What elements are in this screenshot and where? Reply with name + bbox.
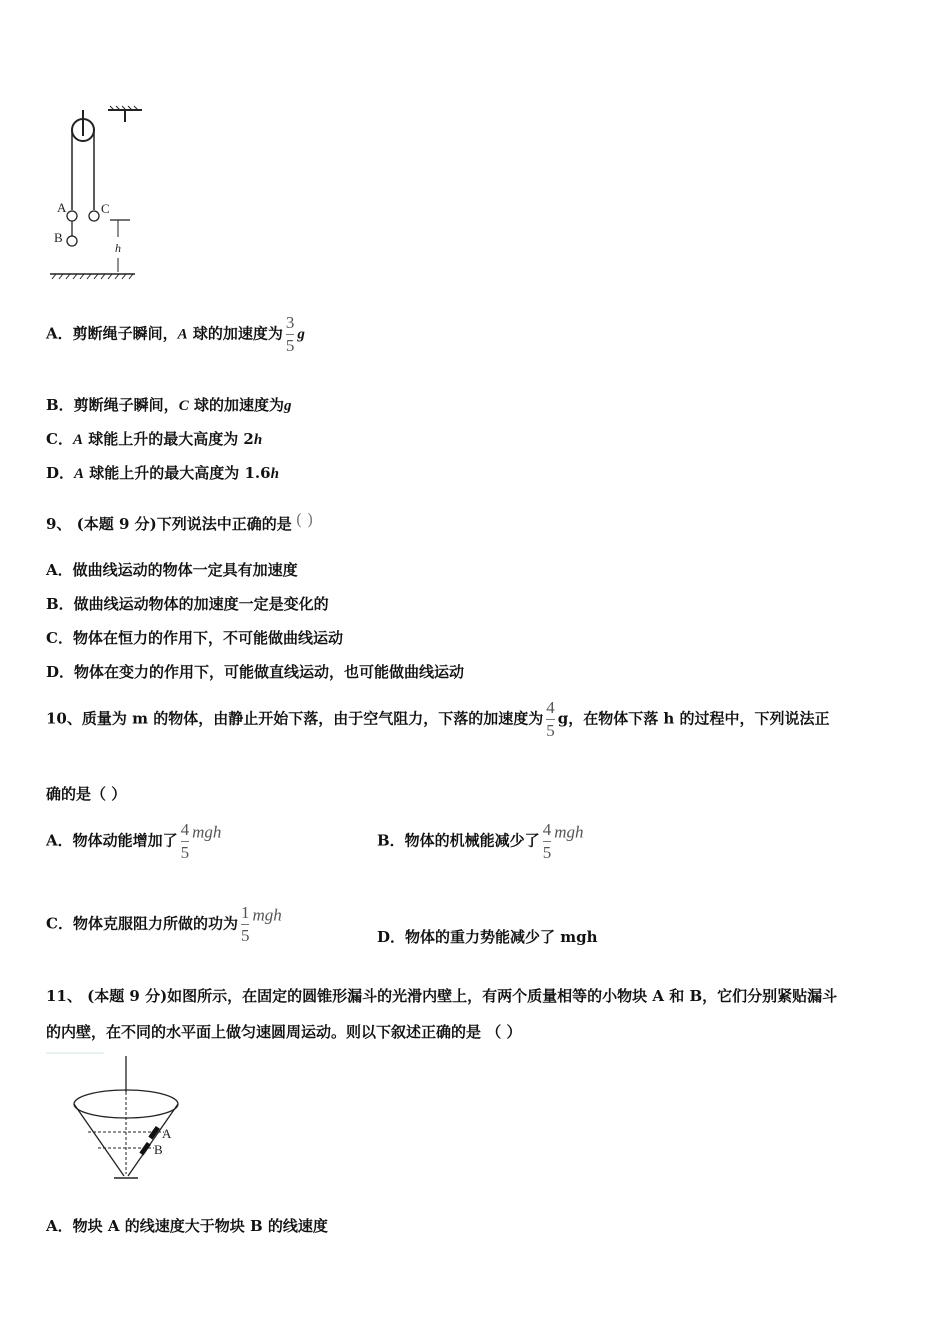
fraction-denominator: 5 xyxy=(546,721,555,740)
pulley-figure xyxy=(40,100,150,285)
q10-option-a-text: A．物体动能增加了 xyxy=(46,831,178,850)
q8-option-a xyxy=(46,313,305,356)
q9-option-c: C．物体在恒力的作用下，不可能做曲线运动 xyxy=(46,629,343,647)
q8-option-c xyxy=(46,429,262,450)
fraction-numerator: 4 xyxy=(546,698,555,717)
q8-option-b-prefix: B．剪断绳子瞬间， xyxy=(46,396,179,414)
q8-option-c-suffix: h xyxy=(253,432,263,448)
label-a: A xyxy=(162,1126,172,1141)
ball-c xyxy=(89,211,99,221)
ball-b xyxy=(67,236,77,246)
q10-option-a-fraction xyxy=(181,820,190,863)
q8-option-b xyxy=(46,395,291,416)
q8-option-c-prefix: C． xyxy=(46,430,73,448)
fraction-numerator: 3 xyxy=(285,313,295,332)
q9-option-a: A．做曲线运动的物体一定具有加速度 xyxy=(46,561,298,579)
q8-option-c-text: 球能上升的最大高度为 2 xyxy=(88,430,254,448)
q8-option-c-var: A xyxy=(72,432,83,448)
q8-option-a-var: A xyxy=(177,326,188,343)
fraction-numerator: 4 xyxy=(180,820,190,839)
q8-option-a-fraction xyxy=(286,313,295,356)
q10-option-c-unit: mgh xyxy=(252,905,282,925)
block-b xyxy=(139,1142,151,1156)
ceiling-support xyxy=(108,106,142,122)
label-b: B xyxy=(54,230,63,245)
q8-option-d xyxy=(46,463,279,484)
ground xyxy=(50,274,135,279)
q10-stem-after: g，在物体下落 h 的过程中，下列说法正 xyxy=(557,709,830,728)
q8-option-a-text: 球的加速度为 xyxy=(192,324,283,343)
fraction-denominator: 5 xyxy=(285,336,295,355)
fraction-numerator: 4 xyxy=(542,820,552,839)
funnel-wall-left xyxy=(74,1104,124,1176)
q11-stem-line2: 的内壁，在不同的水平面上做匀速圆周运动。则以下叙述正确的是 （ ） xyxy=(46,1023,522,1041)
q9-stem xyxy=(46,510,313,534)
q10-option-b xyxy=(377,820,583,863)
q9-answer-paren: ( ) xyxy=(295,510,314,529)
label-h: h xyxy=(115,241,121,255)
funnel-figure xyxy=(46,1052,196,1187)
q8-option-d-prefix: D． xyxy=(46,464,75,482)
height-marker xyxy=(110,220,130,272)
q10-stem-before: 10、质量为 m 的物体，由静止开始下落，由于空气阻力，下落的加速度为 xyxy=(46,709,544,728)
q11-option-a: A．物块 A 的线速度大于物块 B 的线速度 xyxy=(46,1217,328,1235)
q10-stem-fraction xyxy=(546,698,555,741)
fraction-numerator: 1 xyxy=(240,903,250,922)
q8-option-b-suffix: g xyxy=(283,398,292,414)
q10-stem-line2: 确的是（ ） xyxy=(46,785,127,803)
q10-stem-line1 xyxy=(46,698,830,741)
label-b: B xyxy=(154,1142,163,1157)
q8-option-d-text: 球能上升的最大高度为 1.6 xyxy=(89,464,271,482)
fraction-denominator: 5 xyxy=(542,843,552,862)
q10-option-c xyxy=(46,903,282,946)
q10-option-c-text: C．物体克服阻力所做的功为 xyxy=(46,914,238,933)
q10-option-c-fraction xyxy=(241,903,250,946)
q8-option-b-var: C xyxy=(178,398,189,414)
q10-option-b-text: B．物体的机械能减少了 xyxy=(377,831,540,850)
fraction-denominator: 5 xyxy=(240,926,250,945)
q8-option-a-suffix: g xyxy=(297,326,305,343)
q9-option-b: B．做曲线运动物体的加速度一定是变化的 xyxy=(46,595,329,613)
q8-option-d-var: A xyxy=(74,466,85,482)
q10-option-a-unit: mgh xyxy=(192,822,222,842)
fraction-denominator: 5 xyxy=(180,843,190,862)
q9-stem-text: 9、 (本题 9 分)下列说法中正确的是 xyxy=(46,515,292,533)
label-c: C xyxy=(101,201,110,216)
q9-option-d: D．物体在变力的作用下，可能做直线运动，也可能做曲线运动 xyxy=(46,663,465,681)
label-a: A xyxy=(57,200,67,215)
q10-option-a xyxy=(46,820,221,863)
q10-option-d: D．物体的重力势能减少了 mgh xyxy=(377,928,598,946)
q8-option-a-prefix: A．剪断绳子瞬间， xyxy=(46,324,178,343)
ball-a xyxy=(67,211,77,221)
q8-option-d-suffix: h xyxy=(270,466,279,482)
q10-option-b-fraction xyxy=(543,820,552,863)
q11-stem-line1: 11、 (本题 9 分)如图所示，在固定的圆锥形漏斗的光滑内壁上，有两个质量相等的小物块 A 和 B，它们分别紧贴漏斗 xyxy=(46,987,838,1005)
q10-option-b-unit: mgh xyxy=(554,822,584,842)
q8-option-b-text: 球的加速度为 xyxy=(193,396,284,414)
